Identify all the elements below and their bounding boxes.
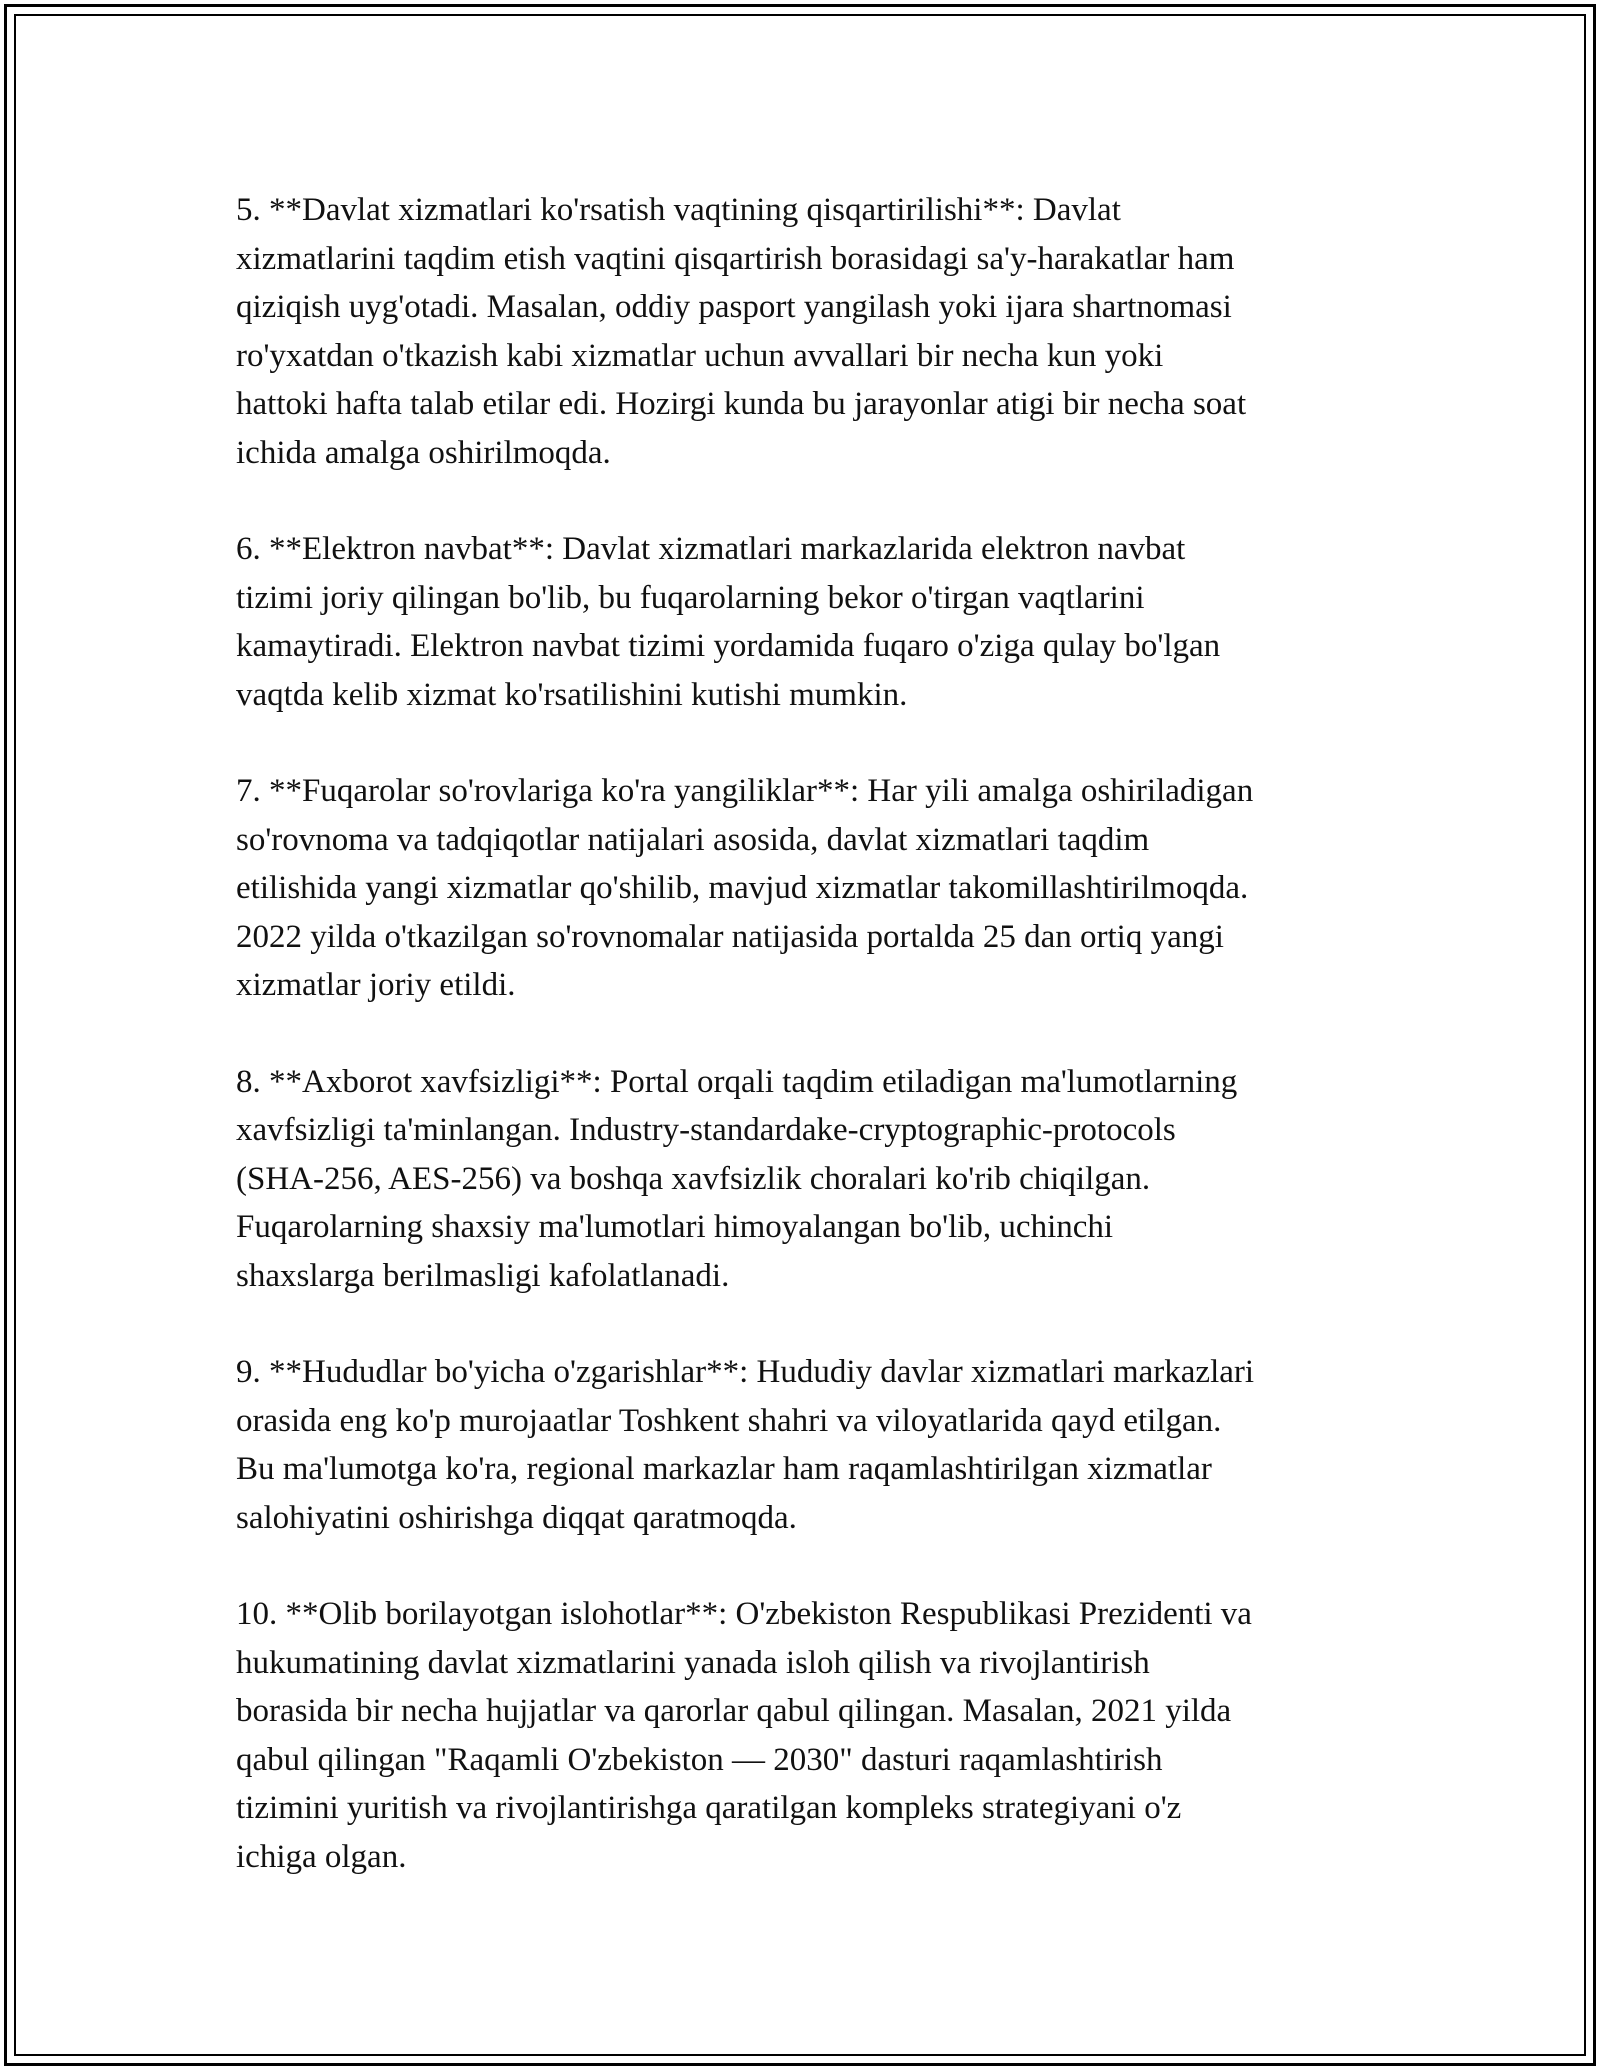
text-line: qiziqish uyg'otadi. Masalan, oddiy pasport yangilash yoki ijara shartnomasi: [236, 289, 1232, 325]
text-line: 5. **Davlat xizmatlari ko'rsatish vaqtining qisqartirilishi**: Davlat: [236, 192, 1121, 228]
text-line: 9. **Hududlar bo'yicha o'zgarishlar**: Hududiy davlar xizmatlari markazlari: [236, 1354, 1255, 1390]
text-line: xizmatlar joriy etildi.: [236, 967, 516, 1003]
paragraph-item-9: [236, 1348, 1416, 1542]
text-line: xavfsizligi ta'minlangan. Industry-standardake-cryptographic-protocols: [236, 1112, 1176, 1148]
text-line: tizimini yuritish va rivojlantirishga qaratilgan kompleks strategiyani o'z: [236, 1790, 1182, 1826]
text-line: 6. **Elektron navbat**: Davlat xizmatlari markazlarida elektron navbat: [236, 531, 1186, 567]
text-line: kamaytiradi. Elektron navbat tizimi yordamida fuqaro o'ziga qulay bo'lgan: [236, 628, 1221, 664]
text-line: 10. **Olib borilayotgan islohotlar**: O'zbekiston Respublikasi Prezidenti va: [236, 1596, 1252, 1632]
text-line: tizimi joriy qilingan bo'lib, bu fuqarolarning bekor o'tirgan vaqtlarini: [236, 579, 1145, 616]
text-line: ro'yxatdan o'tkazish kabi xizmatlar uchun avvallari bir necha kun yoki: [236, 337, 1164, 374]
text-line: borasida bir necha hujjatlar va qarorlar qabul qilingan. Masalan, 2021 yilda: [236, 1693, 1232, 1729]
text-line: 7. **Fuqarolar so'rovlariga ko'ra yangiliklar**: Har yili amalga oshiriladigan: [236, 773, 1254, 809]
paragraph-item-6: [236, 525, 1416, 719]
text-line: etilishida yangi xizmatlar qo'shilib, mavjud xizmatlar takomillashtirilmoqda.: [236, 870, 1249, 906]
text-line: vaqtda kelib xizmat ko'rsatilishini kutishi mumkin.: [236, 676, 908, 713]
paragraph-item-8: [236, 1058, 1416, 1301]
text-line: shaxslarga berilmasligi kafolatlanadi.: [236, 1257, 730, 1294]
text-line: Bu ma'lumotga ko'ra, regional markazlar ham raqamlashtirilgan xizmatlar: [236, 1451, 1212, 1487]
text-line: qabul qilingan "Raqamli O'zbekiston — 2030" dasturi raqamlashtirish: [236, 1741, 1163, 1778]
text-line: hukumatining davlat xizmatlarini yanada isloh qilish va rivojlantirish: [236, 1644, 1150, 1681]
text-line: hattoki hafta talab etilar edi. Hozirgi kunda bu jarayonlar atigi bir necha soat: [236, 386, 1247, 422]
text-line: orasida eng ko'p murojaatlar Toshkent shahri va viloyatlarida qayd etilgan.: [236, 1402, 1222, 1439]
text-line: (SHA-256, AES-256) va boshqa xavfsizlik choralari ko'rib chiqilgan.: [236, 1160, 1151, 1197]
text-line: salohiyatini oshirishga diqqat qaratmoqda.: [236, 1499, 797, 1536]
paragraph-item-7: [236, 767, 1416, 1010]
paragraph-item-10: [236, 1590, 1416, 1881]
text-line: xizmatlarini taqdim etish vaqtini qisqartirish borasidagi sa'y-harakatlar ham: [236, 240, 1235, 277]
text-line: ichida amalga oshirilmoqda.: [236, 434, 611, 471]
text-line: 2022 yilda o'tkazilgan so'rovnomalar natijasida portalda 25 dan ortiq yangi: [236, 918, 1224, 955]
text-line: 8. **Axborot xavfsizligi**: Portal orqali taqdim etiladigan ma'lumotlarning: [236, 1063, 1238, 1100]
text-line: Fuqarolarning shaxsiy ma'lumotlari himoyalangan bo'lib, uchinchi: [236, 1209, 1114, 1245]
document-body: [236, 186, 1416, 1929]
paragraph-item-5: [236, 186, 1416, 477]
text-line: ichiga olgan.: [236, 1838, 407, 1875]
text-line: so'rovnoma va tadqiqotlar natijalari asosida, davlat xizmatlari taqdim: [236, 821, 1150, 858]
